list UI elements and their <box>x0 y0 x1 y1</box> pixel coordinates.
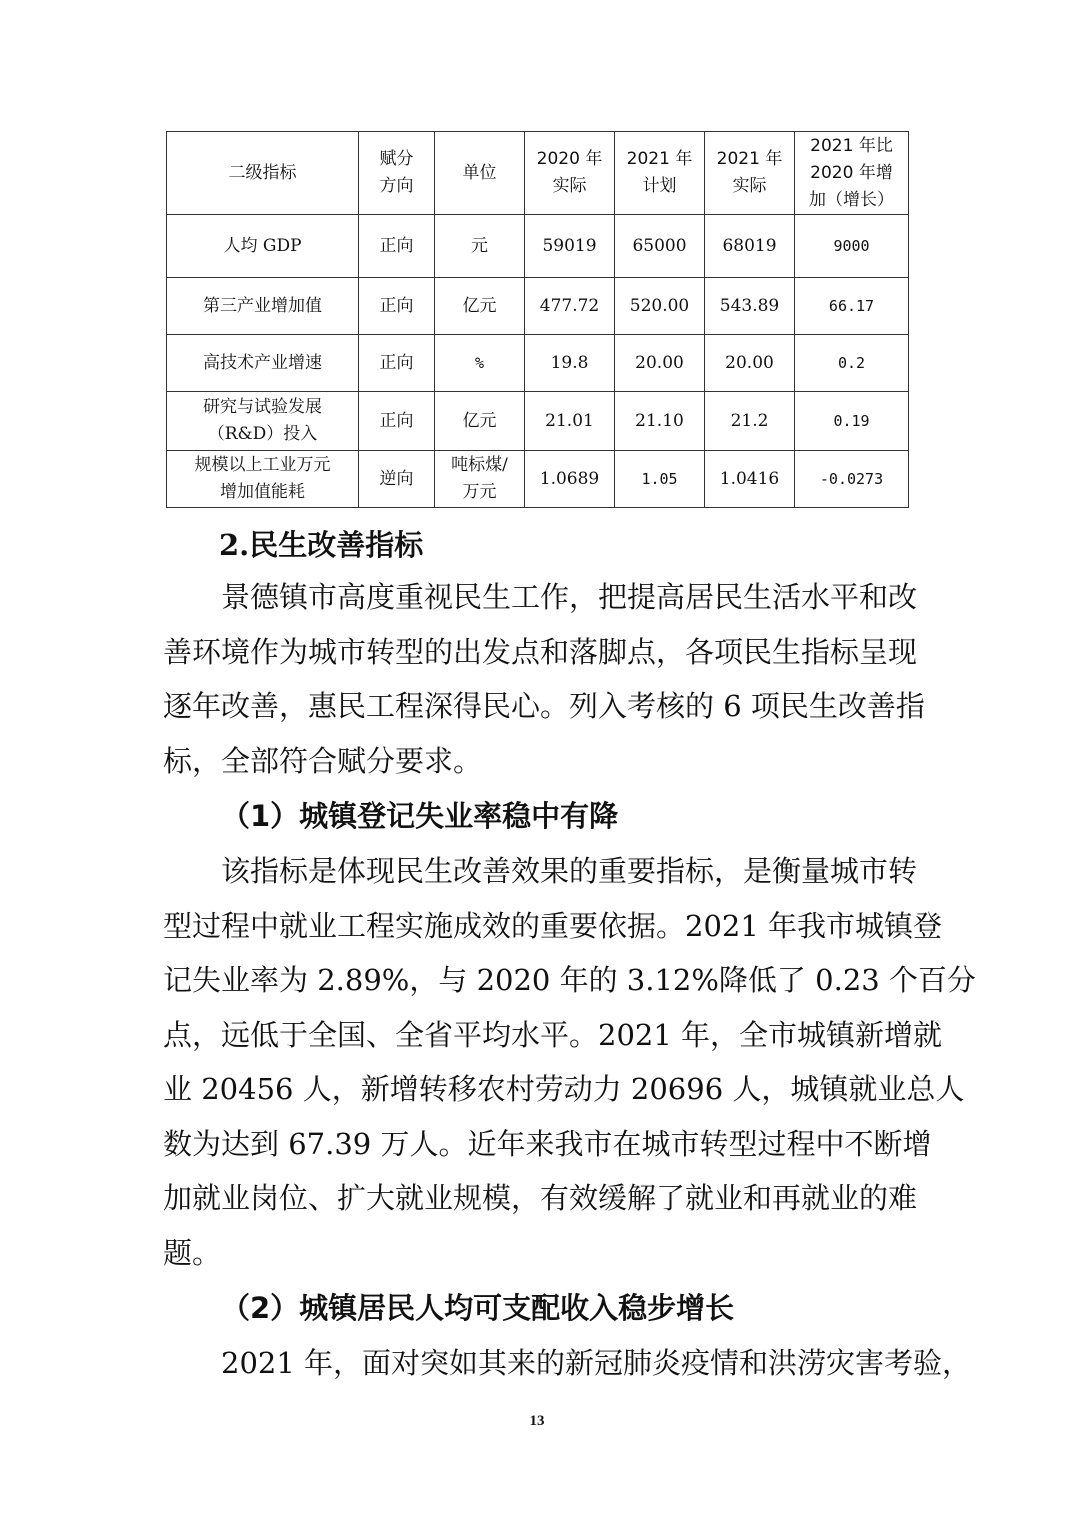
cell-2021-actual: 1.0416 <box>705 451 795 508</box>
cell-2020: 477.72 <box>525 278 615 335</box>
cell-2020: 21.01 <box>525 392 615 451</box>
text-line: 标，全部符合赋分要求。 <box>163 743 483 778</box>
header-2021-plan <box>615 132 705 215</box>
cell-2021-actual: 21.2 <box>705 392 795 451</box>
cell-2021-actual: 20.00 <box>705 335 795 392</box>
text-line: 景德镇市高度重视民生工作，把提高居民生活水平和改 <box>163 580 918 614</box>
cell-increase: 0.2 <box>795 335 909 392</box>
text-line: 2021 年，面对突如其来的新冠肺炎疫情和洪涝灾害考验， <box>163 1346 972 1380</box>
cell-2021-plan: 65000 <box>615 215 705 278</box>
cell-line: 规模以上工业万元 <box>194 455 331 475</box>
indicator-table-container <box>166 131 908 508</box>
text-line: 逐年改善，惠民工程深得民心。列入考核的 6 项民生改善指 <box>163 689 925 723</box>
cell-line: 增加值能耗 <box>220 482 305 502</box>
header-direction <box>359 132 435 215</box>
cell-2021-plan: 520.00 <box>615 278 705 335</box>
cell-direction: 逆向 <box>359 451 435 508</box>
cell-indicator <box>167 451 359 508</box>
cell-line: （R&D）投入 <box>207 424 318 444</box>
table-row <box>167 335 909 392</box>
header-line: 实际 <box>732 176 767 196</box>
header-2020-actual <box>525 132 615 215</box>
cell-unit <box>435 451 525 508</box>
cell-line: 万元 <box>462 482 497 502</box>
header-line: 加（增长） <box>809 189 894 210</box>
header-line: 2021 年 <box>716 149 783 169</box>
table-row <box>167 451 909 508</box>
header-line: 二级指标 <box>228 162 297 183</box>
text-line: 记失业率为 2.89%，与 2020 年的 3.12%降低了 0.23 个百分 <box>163 963 976 997</box>
text-line: 数为达到 67.39 万人。近年来我市在城市转型过程中不断增 <box>163 1126 932 1161</box>
cell-2021-actual: 68019 <box>705 215 795 278</box>
cell-direction: 正向 <box>359 278 435 335</box>
section-heading: 2.民生改善指标 <box>219 528 424 562</box>
table-row <box>167 278 909 335</box>
cell-unit: 元 <box>435 215 525 278</box>
paragraph-intro <box>163 570 923 788</box>
cell-2021-plan: 21.10 <box>615 392 705 451</box>
header-line: 2020 年 <box>536 149 603 169</box>
cell-2021-actual: 543.89 <box>705 278 795 335</box>
header-increase <box>795 132 909 215</box>
cell-increase: 66.17 <box>795 278 909 335</box>
table-row <box>167 215 909 278</box>
paragraph-unemployment <box>163 844 976 1280</box>
cell-line: 研究与试验发展 <box>203 397 322 417</box>
cell-2020: 59019 <box>525 215 615 278</box>
header-line: 实际 <box>552 176 587 196</box>
cell-2021-plan: 1.05 <box>615 451 705 508</box>
cell-direction: 正向 <box>359 215 435 278</box>
subheading-income: （2）城镇居民人均可支配收入稳步增长 <box>221 1291 735 1325</box>
header-line: 计划 <box>642 176 677 196</box>
paragraph-income <box>163 1336 972 1391</box>
cell-increase: 9000 <box>795 215 909 278</box>
text-line: 加就业岗位、扩大就业规模，有效缓解了就业和再就业的难 <box>163 1181 918 1215</box>
cell-2020: 1.0689 <box>525 451 615 508</box>
cell-indicator: 第三产业增加值 <box>167 278 359 335</box>
cell-increase: 0.19 <box>795 392 909 451</box>
cell-direction: 正向 <box>359 392 435 451</box>
text-line: 型过程中就业工程实施成效的重要依据。2021 年我市城镇登 <box>163 908 943 943</box>
cell-line: 吨标煤/ <box>451 455 508 475</box>
table-header-row <box>167 132 909 215</box>
page-number: 13 <box>529 1413 545 1429</box>
cell-unit: 亿元 <box>435 278 525 335</box>
text-line: 业 20456 人，新增转移农村劳动力 20696 人，城镇就业总人 <box>163 1072 965 1106</box>
subheading-unemployment: （1）城镇登记失业率稳中有降 <box>221 799 619 833</box>
table-row <box>167 392 909 451</box>
cell-2020: 19.8 <box>525 335 615 392</box>
indicator-table <box>166 131 909 508</box>
document-body <box>163 520 976 1391</box>
header-line: 2021 年比 <box>810 135 893 156</box>
cell-unit: % <box>435 335 525 392</box>
header-line: 单位 <box>462 162 497 183</box>
cell-indicator: 高技术产业增速 <box>167 335 359 392</box>
text-line: 该指标是体现民生改善效果的重要指标，是衡量城市转 <box>163 854 918 888</box>
header-line: 方向 <box>379 176 414 196</box>
header-unit <box>435 132 525 215</box>
cell-unit: 亿元 <box>435 392 525 451</box>
header-indicator <box>167 132 359 215</box>
text-line: 题。 <box>163 1235 222 1270</box>
cell-increase: -0.0273 <box>795 451 909 508</box>
text-line: 点，远低于全国、全省平均水平。2021 年，全市城镇新增就 <box>163 1017 943 1052</box>
cell-direction: 正向 <box>359 335 435 392</box>
header-line: 赋分 <box>379 149 414 169</box>
header-2021-actual <box>705 132 795 215</box>
cell-2021-plan: 20.00 <box>615 335 705 392</box>
header-line: 2020 年增 <box>810 162 893 183</box>
text-line: 善环境作为城市转型的出发点和落脚点，各项民生指标呈现 <box>163 634 918 669</box>
cell-indicator: 人均 GDP <box>167 215 359 278</box>
header-line: 2021 年 <box>626 149 693 169</box>
cell-indicator <box>167 392 359 451</box>
